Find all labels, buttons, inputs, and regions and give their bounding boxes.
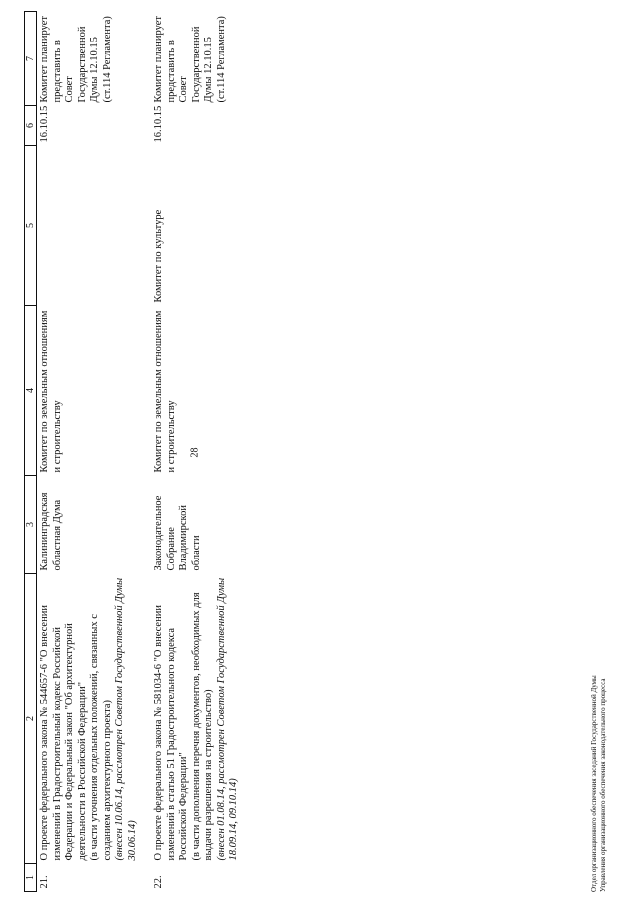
row-number: 22. [153, 875, 164, 889]
committee-cell: Комитет по земельным отношениям и строительству [153, 310, 177, 473]
bill-description: (в части уточнения отдельных положений, связанных с созданием архитектурного проекта) [89, 614, 113, 861]
column-number-row [25, 12, 37, 892]
col-header-3: 3 [25, 476, 37, 574]
table-row [151, 12, 243, 892]
bill-note: (внесен 01.08.14, рассмотрен Советом Государственной Думы 18.09.14, 09.10.14) [215, 577, 239, 861]
plan-cell: Комитет планирует представить в Совет Государственной Думы 12.10.15 (ст.114 Регламента) [39, 16, 113, 103]
date-cell: 16.10.15 [153, 105, 164, 143]
plan-cell: Комитет планирует представить в Совет Государственной Думы 12.10.15 (ст.114 Регламента) [153, 16, 227, 103]
bills-table [24, 11, 243, 892]
row-spacer [141, 12, 151, 892]
co-committee-cell: Комитет по культуре [153, 209, 164, 303]
page-number: 28 [189, 447, 201, 458]
bill-title: О проекте федерального закона № 581034-6 "О внесении изменений в статью 51 Градостроительного кодекса Российской Федерации" [153, 605, 189, 861]
co-committee-cell [37, 146, 142, 306]
bill-title: О проекте федерального закона № 544657-6 "О внесении изменений в Градостроительный кодекс Российской Федерации и Федеральный закон "Об архитектурной деятельности в Российской Федерации" [39, 605, 88, 861]
date-cell: 16.10.15 [39, 105, 50, 143]
footer [590, 602, 608, 892]
initiator-cell: Законодательное Собрание Владимирской области [153, 495, 202, 571]
row-number: 21. [39, 875, 50, 889]
col-header-1: 1 [25, 864, 37, 892]
col-header-2: 2 [25, 574, 37, 864]
col-header-7: 7 [25, 12, 37, 106]
bill-cell [37, 574, 142, 864]
col-header-5: 5 [25, 146, 37, 306]
committee-cell: Комитет по земельным отношениям и строительству [39, 310, 63, 473]
table-row [37, 12, 142, 892]
rotated-table-wrapper [24, 12, 364, 892]
bill-cell [151, 574, 243, 864]
bill-note: (внесен 10.06.14, рассмотрен Советом Государственной Думы 30.06.14) [114, 577, 138, 861]
footer-line-2: Управления организационного обеспечения законодательного процесса [599, 678, 607, 892]
initiator-cell: Калининградская областная Дума [39, 492, 63, 571]
footer-line-1: Отдел организационного обеспечения заседаний Государственной Думы [590, 675, 598, 892]
col-header-4: 4 [25, 306, 37, 476]
col-header-6: 6 [25, 106, 37, 146]
bill-description: (в части дополнения перечня документов, необходимых для выдачи разрешения на строительство) [190, 592, 214, 861]
